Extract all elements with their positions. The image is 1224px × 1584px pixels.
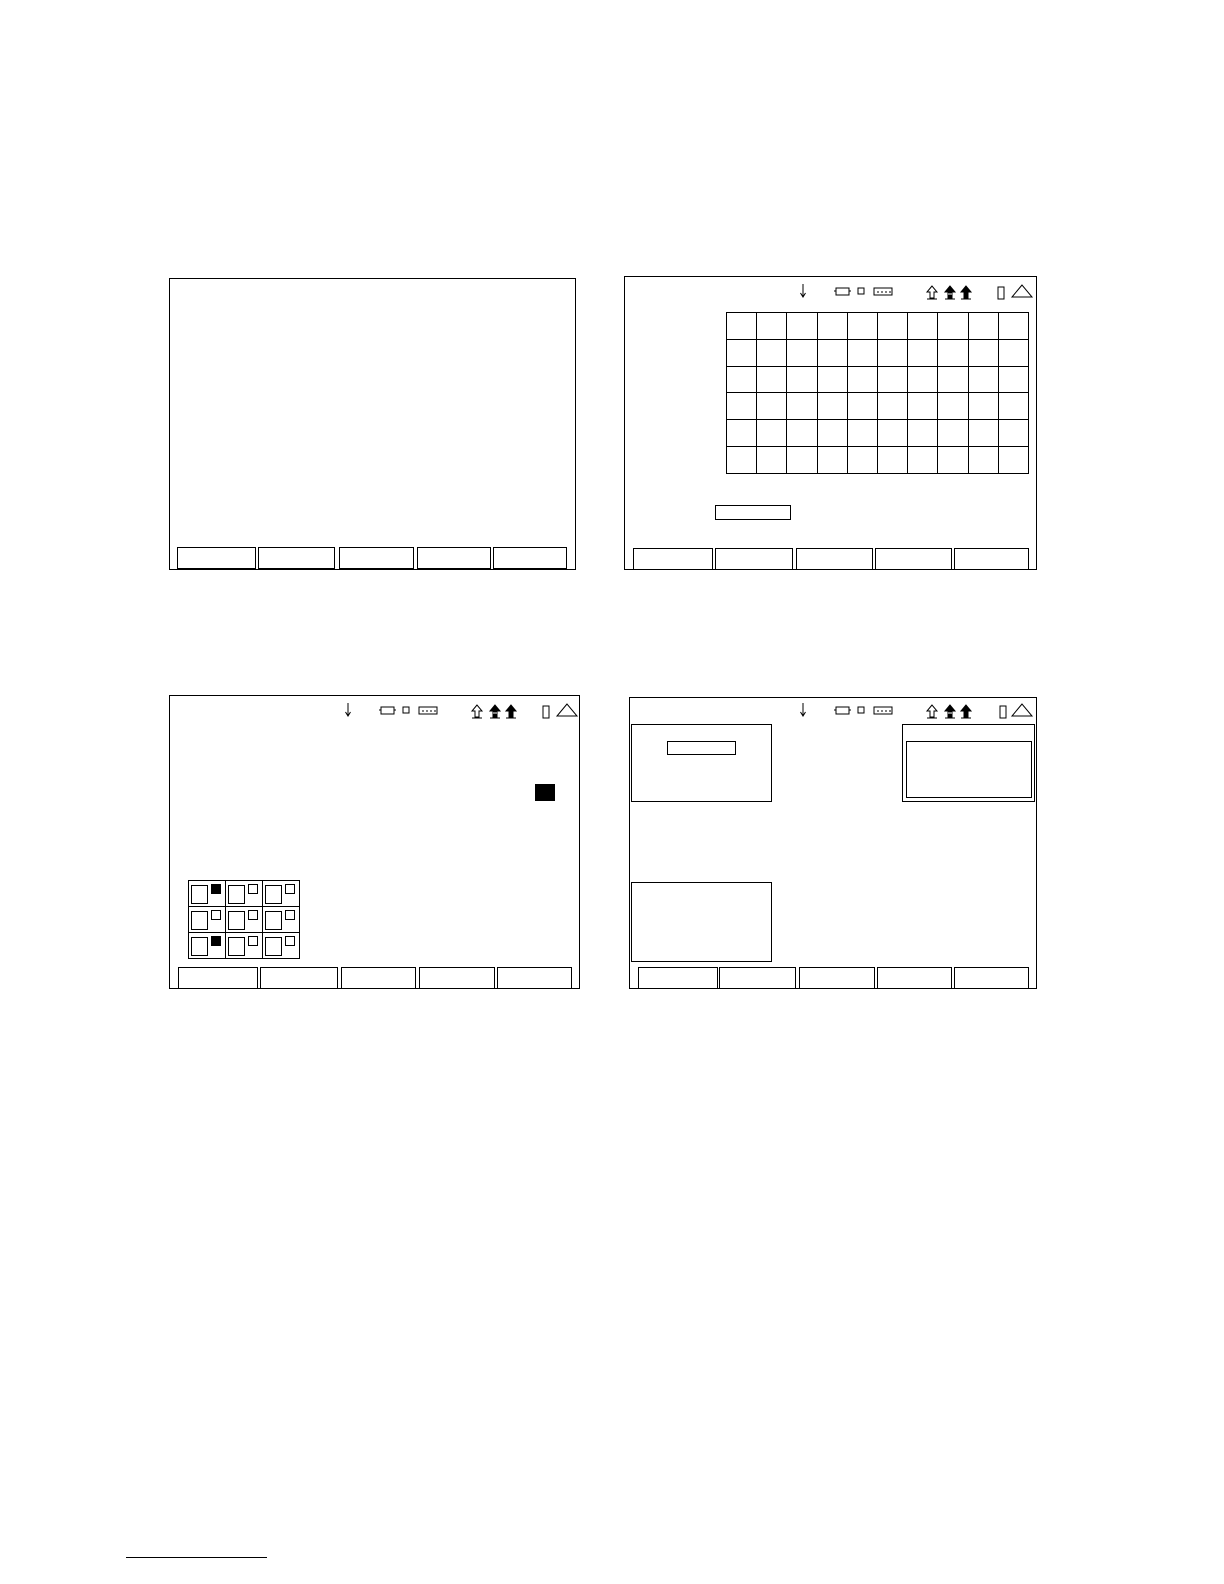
- upload-striped-icon: [490, 705, 500, 718]
- down-arrow-icon: [801, 284, 806, 297]
- table-cell: [727, 313, 757, 340]
- table-cell: [787, 447, 817, 474]
- softkey-2[interactable]: [260, 967, 338, 989]
- down-arrow-icon: [346, 703, 351, 716]
- table-cell: [908, 420, 938, 447]
- table-cell: [847, 339, 877, 366]
- softkey-5[interactable]: [954, 548, 1029, 570]
- table-cell: [908, 366, 938, 393]
- channel-view: [228, 937, 245, 956]
- softkey-3[interactable]: [799, 967, 875, 989]
- status-bar: [795, 283, 1035, 301]
- table-cell: [998, 339, 1028, 366]
- table-row: [727, 366, 1029, 393]
- softkey-2[interactable]: [258, 547, 335, 569]
- table-cell: [787, 366, 817, 393]
- channel-indicator: [211, 884, 221, 894]
- channel-indicator: [211, 910, 221, 920]
- channel-cell[interactable]: [262, 906, 300, 933]
- table-row: [727, 339, 1029, 366]
- table-cell: [847, 420, 877, 447]
- table-cell: [727, 420, 757, 447]
- screen-2: [624, 276, 1037, 570]
- status-icons: [795, 702, 1035, 720]
- channel-view: [265, 937, 282, 956]
- table-cell: [757, 366, 787, 393]
- channel-cell[interactable]: [188, 932, 226, 959]
- softkey-1[interactable]: [178, 967, 258, 989]
- screen-1: [169, 278, 576, 570]
- softkey-4[interactable]: [419, 967, 495, 989]
- table-cell: [938, 420, 968, 447]
- panel-inner-box: [906, 741, 1032, 798]
- memory-card-icon: [419, 707, 437, 714]
- upload-striped-icon: [945, 705, 955, 718]
- softkey-1[interactable]: [633, 548, 713, 570]
- softkey-4[interactable]: [875, 548, 952, 570]
- table-cell: [757, 420, 787, 447]
- table-row: [727, 393, 1029, 420]
- table-cell: [968, 313, 998, 340]
- connector-icon: [379, 707, 396, 714]
- softkey-5[interactable]: [954, 967, 1029, 989]
- channel-view: [265, 885, 282, 904]
- warning-triangle-icon: [557, 704, 577, 716]
- table-cell: [787, 393, 817, 420]
- panel-field[interactable]: [667, 741, 736, 755]
- battery-icon: [543, 706, 549, 718]
- small-square-icon: [858, 288, 864, 294]
- table-cell: [908, 393, 938, 420]
- table-cell: [968, 447, 998, 474]
- bottom-left-panel: [631, 882, 772, 962]
- top-right-panel: [902, 724, 1035, 802]
- softkey-5[interactable]: [497, 967, 572, 989]
- table-cell: [908, 447, 938, 474]
- softkey-3[interactable]: [339, 547, 414, 569]
- table-cell: [938, 313, 968, 340]
- softkey-2[interactable]: [715, 548, 793, 570]
- value-field[interactable]: [715, 505, 791, 520]
- table-cell: [847, 447, 877, 474]
- table-row: [727, 313, 1029, 340]
- channel-cell[interactable]: [188, 880, 226, 907]
- data-table: [726, 312, 1029, 474]
- upload-outline-icon: [472, 705, 482, 718]
- channel-view: [228, 885, 245, 904]
- table-cell: [817, 393, 847, 420]
- softkey-3[interactable]: [341, 967, 416, 989]
- small-square-icon: [858, 707, 864, 713]
- table-cell: [968, 393, 998, 420]
- table-cell: [847, 313, 877, 340]
- down-arrow-icon: [801, 703, 806, 716]
- black-marker: [535, 784, 555, 801]
- screen-4: [629, 697, 1037, 989]
- table-cell: [727, 447, 757, 474]
- status-bar: [795, 702, 1035, 720]
- softkey-3[interactable]: [796, 548, 873, 570]
- upload-outline-icon: [927, 286, 937, 299]
- table-cell: [757, 447, 787, 474]
- channel-indicator: [285, 936, 295, 946]
- battery-icon: [1000, 706, 1006, 718]
- table-cell: [998, 366, 1028, 393]
- status-bar: [340, 702, 580, 720]
- table-cell: [727, 393, 757, 420]
- channel-cell[interactable]: [262, 880, 300, 907]
- softkey-4[interactable]: [877, 967, 952, 989]
- channel-indicator: [248, 884, 258, 894]
- channel-matrix: [188, 880, 300, 958]
- top-left-panel: [631, 724, 772, 802]
- channel-indicator: [248, 910, 258, 920]
- table-cell: [847, 393, 877, 420]
- upload-solid-icon: [961, 286, 971, 299]
- table-row: [727, 447, 1029, 474]
- channel-indicator: [285, 910, 295, 920]
- table-cell: [968, 339, 998, 366]
- small-square-icon: [403, 707, 409, 713]
- table-cell: [938, 393, 968, 420]
- upload-solid-icon: [961, 705, 971, 718]
- warning-triangle-icon: [1012, 285, 1032, 297]
- status-icons: [795, 283, 1035, 301]
- table-cell: [817, 420, 847, 447]
- channel-cell[interactable]: [225, 906, 263, 933]
- softkey-1[interactable]: [638, 967, 718, 989]
- softkey-2[interactable]: [719, 967, 796, 989]
- table-cell: [847, 366, 877, 393]
- channel-cell[interactable]: [188, 906, 226, 933]
- table-cell: [908, 313, 938, 340]
- table-row: [727, 420, 1029, 447]
- table-cell: [817, 366, 847, 393]
- table-cell: [968, 366, 998, 393]
- table-cell: [968, 420, 998, 447]
- table-cell: [998, 393, 1028, 420]
- table-cell: [727, 366, 757, 393]
- table-cell: [757, 339, 787, 366]
- channel-cell[interactable]: [225, 880, 263, 907]
- connector-icon: [834, 707, 851, 714]
- table-cell: [998, 420, 1028, 447]
- status-icons: [340, 702, 580, 720]
- table-cell: [817, 339, 847, 366]
- table-cell: [817, 447, 847, 474]
- memory-card-icon: [874, 707, 892, 714]
- table-cell: [877, 447, 907, 474]
- softkey-5[interactable]: [493, 547, 567, 569]
- table-cell: [877, 393, 907, 420]
- table-cell: [787, 313, 817, 340]
- table-cell: [877, 339, 907, 366]
- table-cell: [998, 447, 1028, 474]
- table-cell: [938, 447, 968, 474]
- table-cell: [998, 313, 1028, 340]
- table-cell: [787, 420, 817, 447]
- connector-icon: [834, 288, 851, 295]
- battery-icon: [998, 287, 1004, 299]
- channel-indicator: [211, 936, 221, 946]
- table-cell: [727, 339, 757, 366]
- upload-outline-icon: [927, 705, 937, 718]
- table-cell: [757, 313, 787, 340]
- upload-striped-icon: [945, 286, 955, 299]
- table-cell: [938, 366, 968, 393]
- channel-cell[interactable]: [225, 932, 263, 959]
- softkey-4[interactable]: [417, 547, 491, 569]
- channel-view: [191, 911, 208, 930]
- table-cell: [787, 339, 817, 366]
- softkey-1[interactable]: [177, 547, 256, 569]
- channel-view: [191, 885, 208, 904]
- table-cell: [757, 393, 787, 420]
- channel-cell[interactable]: [262, 932, 300, 959]
- table-cell: [877, 313, 907, 340]
- memory-card-icon: [874, 288, 892, 295]
- channel-view: [191, 937, 208, 956]
- screen-3: [169, 695, 580, 989]
- table-cell: [877, 420, 907, 447]
- channel-view: [228, 911, 245, 930]
- channel-view: [265, 911, 282, 930]
- channel-indicator: [248, 936, 258, 946]
- table-cell: [817, 313, 847, 340]
- warning-triangle-icon: [1012, 704, 1032, 716]
- table-cell: [877, 366, 907, 393]
- upload-solid-icon: [506, 705, 516, 718]
- channel-indicator: [285, 884, 295, 894]
- table-cell: [938, 339, 968, 366]
- footnote-rule: [126, 1557, 267, 1558]
- table-cell: [908, 339, 938, 366]
